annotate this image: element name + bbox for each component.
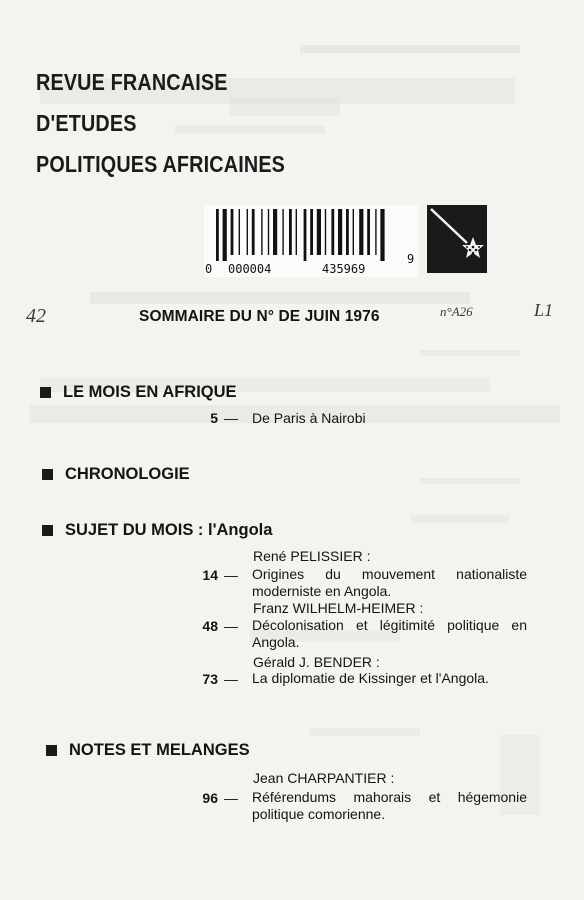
barcode-bar [331,209,334,255]
barcode [204,205,418,277]
barcode-bar [223,209,227,261]
barcode-digit-lead: 0 [205,262,213,276]
barcode-bar [282,209,283,255]
barcode-bar [252,209,255,255]
section-title: SUJET DU MOIS : l'Angola [65,521,273,539]
barcode-bar [289,209,292,255]
barcode-bar [239,209,240,255]
barcode-bar [380,209,384,261]
barcode-bar [247,209,248,255]
section-notes-et-melanges [46,741,250,760]
barcode-bar [375,209,376,255]
entry-title: Référendums mahorais et hégemonie politique comorienne. [252,789,527,822]
entry-title: La diplomatie de Kissinger et l'Angola. [252,670,489,686]
section-title: LE MOIS EN AFRIQUE [63,383,237,401]
entry-page-number: 14 [202,567,218,583]
barcode-bar [338,209,342,255]
entry-author: René PELISSIER : [253,548,371,564]
handwritten-note-number: n°A26 [440,304,473,319]
square-bullet-icon [42,469,53,480]
entry-title: Décolonisation et légitimité politique en Angola. [252,617,527,650]
entry-page-number: 48 [202,618,218,634]
handwritten-note-right: L1 [534,300,554,320]
section-title: CHRONOLOGIE [65,465,190,483]
barcode-bar [325,209,326,255]
barcode-bar [359,209,363,255]
journal-title-line-1: REVUE FRANCAISE [36,69,228,95]
journal-title-line-2: D'ETUDES [36,110,137,136]
barcode-bar [273,209,277,255]
barcode-bar [310,209,313,255]
journal-title [36,62,285,185]
barcode-bar [367,209,370,255]
barcode-bar [216,209,219,261]
entry-dash: — [224,567,238,583]
entry-author: Franz WILHELM-HEIMER : [253,600,424,616]
section-chronologie [42,465,190,484]
entry-title: Origines du mouvement nationaliste moderniste en Angola. [252,566,527,599]
entry-author: Gérald J. BENDER : [253,654,380,670]
barcode-bar [296,209,297,255]
publisher-logo-icon [427,205,487,273]
barcode-bar [346,209,349,255]
section-sujet-du-mois [42,521,272,540]
square-bullet-icon [40,387,51,398]
entry-dash: — [224,618,238,634]
square-bullet-icon [46,745,57,756]
barcode-bar [268,209,269,255]
barcode-bar [317,209,321,255]
entry-dash: — [224,790,238,806]
entry-dash: — [224,671,238,687]
barcode-bar [353,209,354,255]
handwritten-note-left: 42 [26,305,46,327]
section-le-mois-en-afrique [40,383,237,402]
entry-page-number: 73 [202,671,218,687]
entry-page-number: 96 [202,790,218,806]
barcode-digits-right: 435969 [322,262,366,276]
entry-title: De Paris à Nairobi [252,410,366,426]
square-bullet-icon [42,525,53,536]
barcode-bar [261,209,262,255]
barcode-digits-left: 000004 [228,262,272,276]
barcode-check-digit: 9 [407,252,415,266]
section-title: NOTES ET MELANGES [69,741,250,759]
entry-author: Jean CHARPANTIER : [253,770,395,786]
journal-title-line-3: POLITIQUES AFRICAINES [36,151,286,177]
entry-page-number: 5 [210,410,218,426]
barcode-bar [231,209,234,255]
entry-dash: — [224,410,238,426]
sommaire-heading: SOMMAIRE DU N° DE JUIN 1976 [139,308,380,325]
barcode-bar [304,209,307,261]
